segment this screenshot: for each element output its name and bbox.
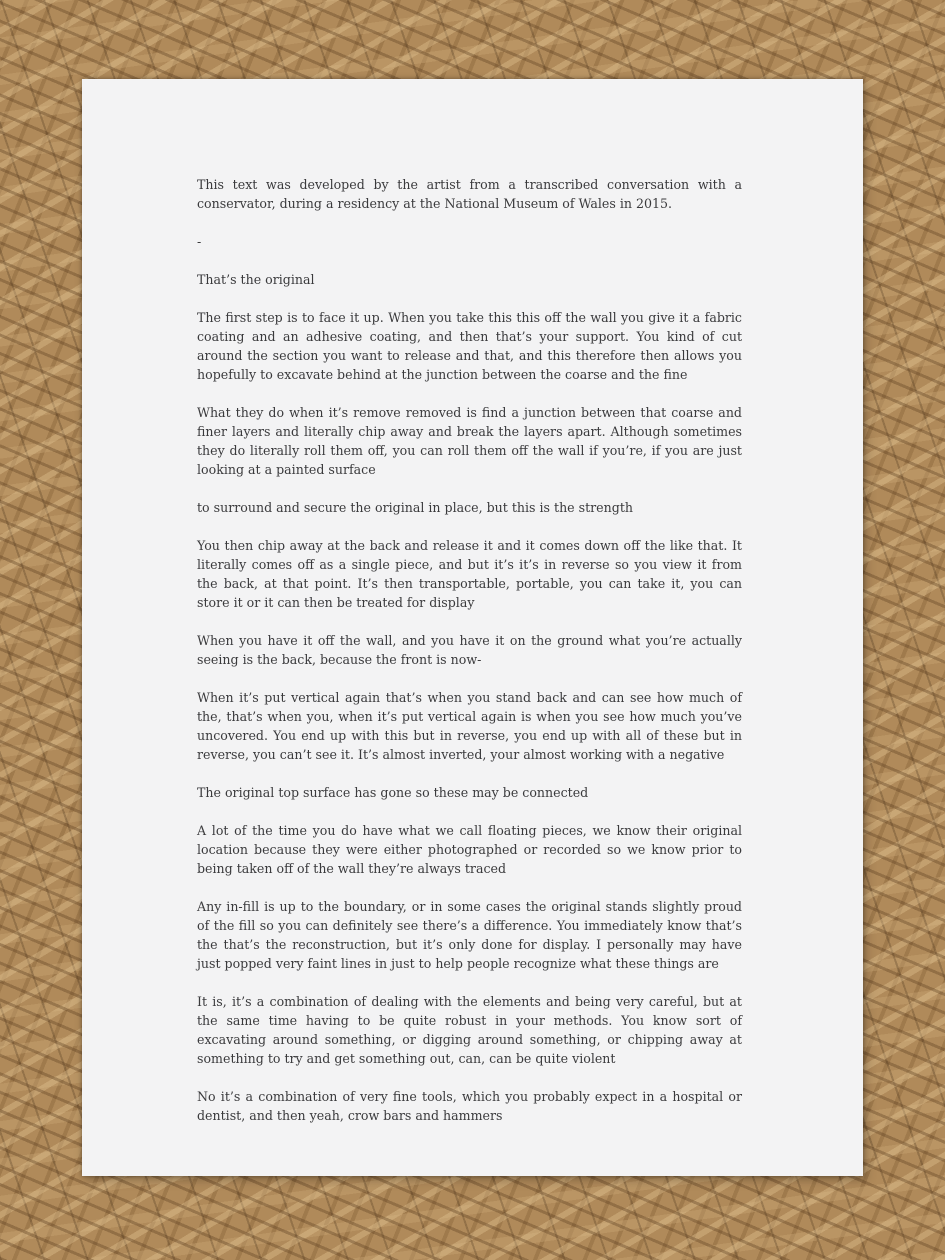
document-text <box>197 175 742 1144</box>
paragraph: What they do when it’s remove removed is find a junction between that coarse and finer layers and literally chip away and break the layers apart. Although sometimes they do literally roll them off, you can roll them off the wall if you’re, if you are just looking at a painted surface <box>197 405 742 477</box>
paper-sheet <box>82 79 863 1176</box>
paragraph: No it’s a combination of very fine tools, which you probably expect in a hospital or dentist, and then yeah, crow bars and hammers <box>197 1089 742 1123</box>
paragraph: When it’s put vertical again that’s when you stand back and can see how much of the, that’s when you, when it’s put vertical again is when you see how much you’ve uncovered. You end up with this but in reverse, you end up with all of these but in reverse, you can’t see it. It’s almost inverted, your almost working with a negative <box>197 690 742 762</box>
paragraph: It is, it’s a combination of dealing with the elements and being very careful, but at the same time having to be quite robust in your methods. You know sort of excavating around something, or digging around something, or chipping away at something to try and get something out, can, can be quite violent <box>197 994 742 1066</box>
paragraph: A lot of the time you do have what we call floating pieces, we know their original location because they were either photographed or recorded so we know prior to being taken off of the wall they’re always traced <box>197 823 742 876</box>
paragraph: The original top surface has gone so these may be connected <box>197 785 589 800</box>
paragraph: The first step is to face it up. When you take this this off the wall you give it a fabric coating and an adhesive coating, and then that’s your support. You kind of cut around the section you want to release and that, and this therefore then allows you hopefully to excavate behind at the junction between the coarse and the fine <box>197 310 742 382</box>
paragraph: You then chip away at the back and release it and it comes down off the like that. It literally comes off as a single piece, and but it’s it’s in reverse so you view it from the back, at that point. It’s then transportable, portable, you can take it, you can store it or it can then be treated for display <box>197 538 742 610</box>
paragraph: Any in-fill is up to the boundary, or in some cases the original stands slightly proud of the fill so you can definitely see there’s a difference. You immediately know that’s the that’s the reconstruction, but it’s only done for display. I personally may have just popped very faint lines in just to help people recognize what these things are <box>197 899 742 971</box>
paragraph: to surround and secure the original in place, but this is the strength <box>197 500 633 515</box>
paragraph: When you have it off the wall, and you have it on the ground what you’re actually seeing is the back, because the front is now- <box>197 633 742 667</box>
paragraph: That’s the original <box>197 272 315 287</box>
separator-dash: - <box>197 234 202 249</box>
intro-paragraph: This text was developed by the artist from a transcribed conversation with a conservator, during a residency at the National Museum of Wales in 2015. <box>197 177 742 211</box>
